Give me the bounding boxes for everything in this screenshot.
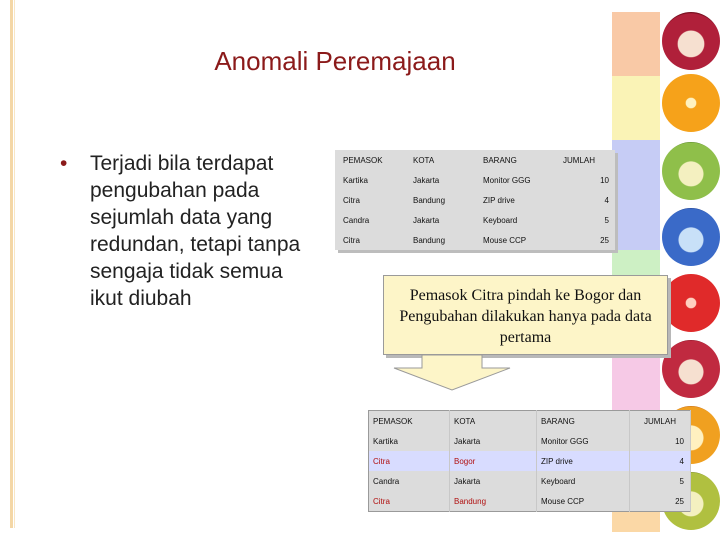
- cell-barang: Keyboard: [537, 471, 630, 491]
- cell-jumlah: 5: [630, 471, 691, 491]
- table-header-row: [335, 150, 615, 170]
- cell-pemasok: Candra: [343, 215, 370, 225]
- callout-box: [383, 275, 668, 355]
- header-barang: BARANG: [537, 411, 630, 432]
- red-citrus-icon: [662, 274, 720, 332]
- cell-barang: Mouse CCP: [537, 491, 630, 512]
- cell-barang: ZIP drive: [483, 195, 515, 205]
- cell-pemasok: Citra: [343, 195, 360, 205]
- orange-slice-icon: [662, 74, 720, 132]
- green-apple-icon: [662, 142, 720, 200]
- cell-pemasok: Candra: [369, 471, 450, 491]
- table-row: [369, 471, 691, 491]
- cell-barang: Keyboard: [483, 215, 518, 225]
- bullet-point: [60, 150, 320, 312]
- callout-text: Pemasok Citra pindah ke Bogor dan Pengubahan dilakukan hanya pada data pertama: [399, 287, 652, 346]
- header-kota: KOTA: [450, 411, 537, 432]
- left-decorative-stripe: [10, 0, 13, 528]
- cell-kota: Bandung: [413, 195, 446, 205]
- cell-kota: Jakarta: [450, 431, 537, 451]
- cell-jumlah: 25: [630, 491, 691, 512]
- table-row: [335, 170, 615, 190]
- cell-pemasok: Kartika: [369, 431, 450, 451]
- apple-slice-icon: [662, 12, 720, 70]
- cell-kota: Bandung: [450, 491, 537, 512]
- table-header-row: [369, 411, 691, 432]
- table-after: [368, 410, 691, 512]
- slide-title: Anomali Peremajaan: [214, 46, 456, 76]
- cell-jumlah: 5: [604, 215, 609, 225]
- bullet-dot-icon: •: [60, 152, 68, 175]
- cell-kota-changed: Bogor: [450, 451, 537, 471]
- cell-barang: Monitor GGG: [537, 431, 630, 451]
- table-before: [335, 150, 615, 250]
- down-arrow-icon: [392, 354, 512, 392]
- color-block: [612, 140, 660, 250]
- cell-pemasok: Kartika: [343, 175, 368, 185]
- cell-pemasok: Citra: [369, 491, 450, 512]
- cell-jumlah: 10: [630, 431, 691, 451]
- cell-barang: ZIP drive: [537, 451, 630, 471]
- table-row: [335, 210, 615, 230]
- left-decorative-stripe-thin: [14, 0, 15, 528]
- red-apple-icon: [662, 340, 720, 398]
- header-pemasok: PEMASOK: [369, 411, 450, 432]
- cell-kota: Bandung: [413, 235, 446, 245]
- cell-jumlah: 25: [600, 235, 609, 245]
- cell-jumlah: 4: [630, 451, 691, 471]
- table-row: [335, 230, 615, 250]
- blue-apple-icon: [662, 208, 720, 266]
- table-row: [369, 451, 691, 471]
- header-barang: BARANG: [483, 155, 517, 165]
- color-block: [612, 76, 660, 140]
- cell-kota: Jakarta: [413, 175, 440, 185]
- cell-jumlah: 10: [600, 175, 609, 185]
- color-block: [612, 12, 660, 76]
- table-row: [369, 491, 691, 512]
- header-jumlah: JUMLAH: [630, 411, 691, 432]
- cell-kota: Jakarta: [450, 471, 537, 491]
- header-kota: KOTA: [413, 155, 435, 165]
- table-row: [369, 431, 691, 451]
- cell-pemasok: Citra: [369, 451, 450, 471]
- cell-barang: Mouse CCP: [483, 235, 527, 245]
- header-pemasok: PEMASOK: [343, 155, 383, 165]
- cell-kota: Jakarta: [413, 215, 440, 225]
- cell-barang: Monitor GGG: [483, 175, 531, 185]
- cell-jumlah: 4: [604, 195, 609, 205]
- table-row: [335, 190, 615, 210]
- header-jumlah: JUMLAH: [563, 155, 596, 165]
- bullet-text: Terjadi bila terdapat pengubahan pada sejumlah data yang redundan, tetapi tanpa sengaja tidak semua ikut diubah: [90, 152, 301, 310]
- cell-pemasok: Citra: [343, 235, 360, 245]
